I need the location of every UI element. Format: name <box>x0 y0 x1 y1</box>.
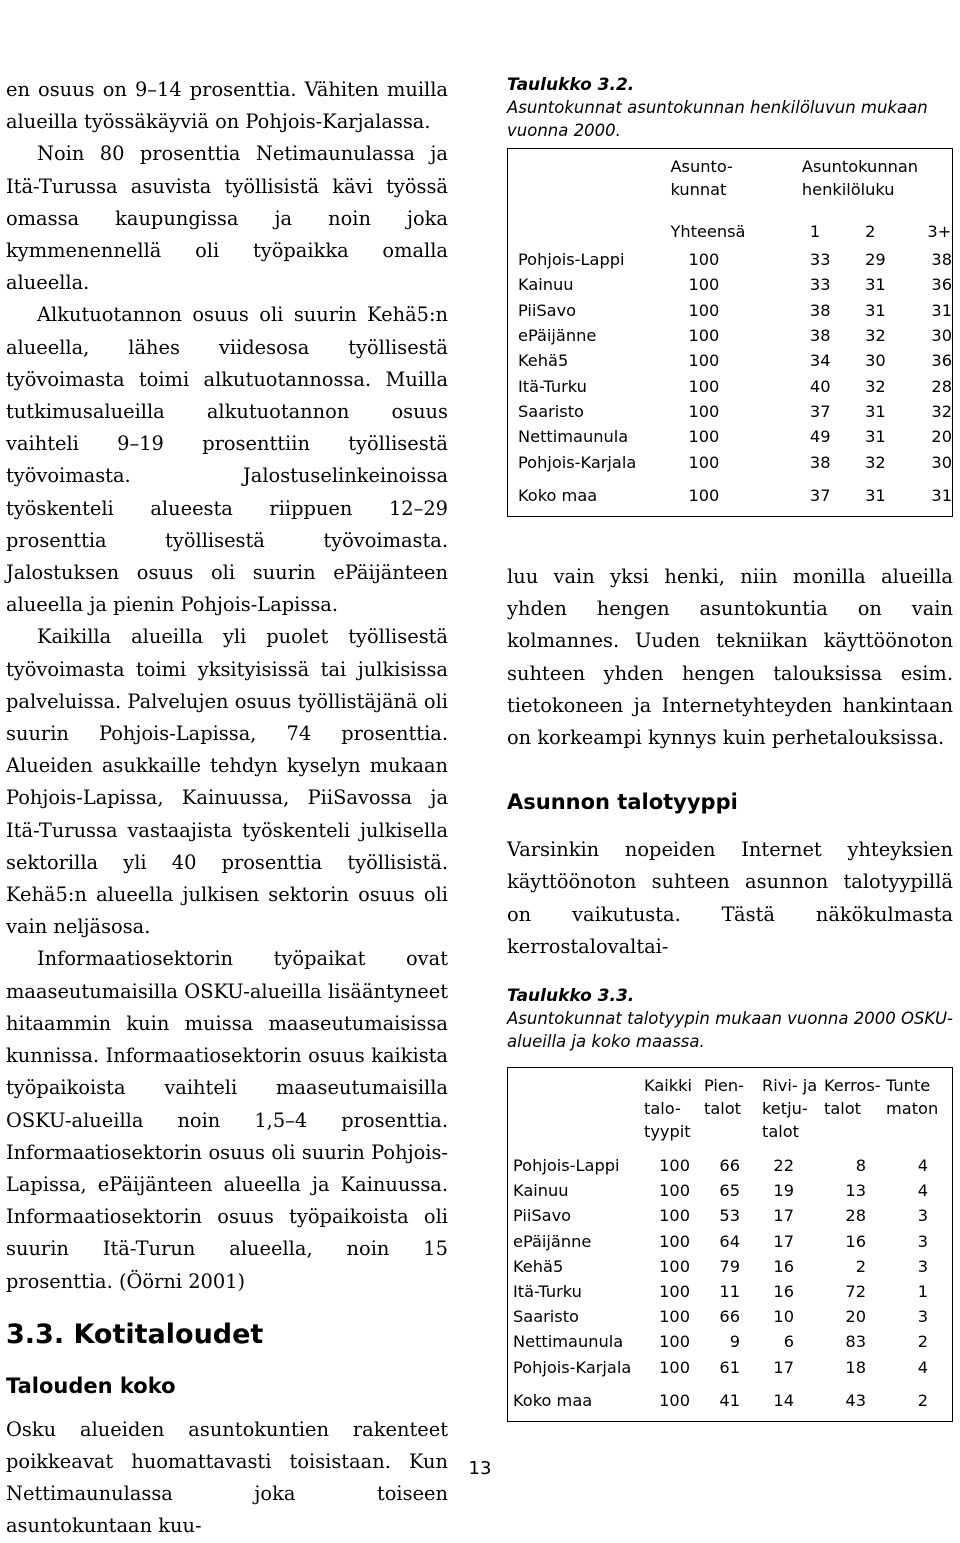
column-header: Tunte maton <box>886 1076 939 1118</box>
table-cell: 38 <box>931 250 952 270</box>
table-cell: 53 <box>719 1206 740 1226</box>
table-cell: 18 <box>845 1357 866 1377</box>
table-cell: 29 <box>865 250 886 270</box>
body-paragraph: Informaatiosektorin työpaikat ovat maaseutumaisilla OSKU-alueilla lisääntyneet hitaammin kuin muissa maaseutumaisissa kunnissa. Informaatiosektorin osuus kaikista työpaikoista vaihteli maaseutumaisilla OSKU-alueilla noin 1,5–4 prosenttia. Informaatiosektorin osuus oli suurin Pohjois-Lapissa, ePäijänteen alueella ja Kainuussa. Informaatiosektorin osuus työpaikoista oli suurin Itä-Turun alueella, noin 15 prosenttia. (Öörni 2001) <box>6 947 448 1293</box>
table-cell: 16 <box>845 1231 866 1251</box>
table-cell: 31 <box>865 300 886 320</box>
column-header: Yhteensä <box>670 222 746 241</box>
body-paragraph: Osku alueiden asuntokuntien rakenteet poikkeavat huomattavasti toisistaan. Kun Nettimaunulassa joka toiseen asuntokuntaan kuu- <box>6 1417 448 1538</box>
column-header: 3+ <box>927 222 952 241</box>
table-cell: 100 <box>659 1307 690 1327</box>
table-cell: 100 <box>659 1357 690 1377</box>
table-row <box>508 348 952 373</box>
row-label: Itä-Turku <box>518 376 587 396</box>
row-label: Saaristo <box>513 1307 579 1327</box>
table-total-row: Koko maa 100 37 31 31 <box>518 485 952 505</box>
body-paragraph: luu vain yksi henki, niin monilla alueilla yhden hengen asuntokuntia on vain kolmannes. Uuden tekniikan käyttöönoton suhteen yhden hengen talouksissa esim. tietokoneen ja Internetyhteyden hankintaan on korkeampi kynnys kuin perhetalouksissa. <box>507 564 953 749</box>
table-cell: 100 <box>688 250 720 270</box>
table-row <box>508 1355 952 1380</box>
column-header: Pien- talot <box>704 1076 744 1118</box>
table-row <box>508 1254 952 1279</box>
body-paragraph: Kaikilla alueilla yli puolet työllisestä työvoimasta toimi yksityisissä tai julkisissa palveluissa. Palvelujen osuus työllistäjänä oli suurin Pohjois-Lapissa, 74 prosenttia. Alueiden asukkaille tehdyn kyselyn mukaan Pohjois-Lapissa, Kainuussa, PiiSavossa ja Itä-Turussa vastaajista työskenteli julkisella sektorilla yli 40 prosenttia työllisistä. Kehä5:n alueella julkisen sektorin osuus oli vain neljäsosa. <box>6 625 448 939</box>
table-cell: 100 <box>688 401 720 421</box>
table-cell: 100 <box>688 452 720 472</box>
column-header: Asunto- kunnat <box>670 157 733 199</box>
table-caption: Asuntokunnat asuntokunnan henkilöluvun mukaan vuonna 2000. <box>507 98 928 140</box>
table-row <box>508 323 952 348</box>
table-cell: 31 <box>865 427 886 447</box>
row-label: Nettimaunula <box>513 1332 624 1352</box>
table-cell: 30 <box>931 326 952 346</box>
table-cell: 38 <box>809 300 831 320</box>
table-cell: 32 <box>931 401 952 421</box>
column-header: 2 <box>865 222 876 241</box>
section-heading: 3.3. Kotitaloudet <box>6 1318 264 1350</box>
table-cell: 72 <box>845 1282 866 1302</box>
table-cell: 4 <box>917 1357 928 1377</box>
table-cell: 65 <box>719 1181 740 1201</box>
table-cell: 8 <box>855 1156 866 1176</box>
building-type-table <box>507 1067 953 1422</box>
table-row <box>508 1178 952 1203</box>
row-label: Nettimaunula <box>518 427 629 447</box>
table-cell: 100 <box>659 1156 690 1176</box>
table-cell: 100 <box>659 1231 690 1251</box>
table-cell: 31 <box>865 275 886 295</box>
table-row <box>508 1329 952 1354</box>
table-row <box>508 424 952 449</box>
table-cell: 100 <box>659 1181 690 1201</box>
table-cell: 66 <box>719 1156 740 1176</box>
column-header: Asuntokunnan henkilöluku <box>801 157 919 199</box>
column-header: Kaikki talo- tyypit <box>644 1076 692 1141</box>
table-cell: 1 <box>917 1282 928 1302</box>
table-cell: 64 <box>719 1231 740 1251</box>
table-cell: 83 <box>845 1332 866 1352</box>
table-cell: 28 <box>845 1206 866 1226</box>
table-cell: 36 <box>931 275 952 295</box>
table-row <box>508 1279 952 1304</box>
left-column <box>6 74 448 1543</box>
table-cell: 100 <box>688 300 720 320</box>
row-label: Pohjois-Lappi <box>513 1156 620 1176</box>
table-cell: 2 <box>917 1332 928 1352</box>
table-row <box>508 449 952 474</box>
table-cell: 40 <box>809 376 831 396</box>
row-label: Pohjois-Lappi <box>518 250 625 270</box>
right-column <box>507 74 953 1422</box>
table-cell: 79 <box>719 1256 740 1276</box>
household-size-table <box>507 148 953 517</box>
table-caption: Asuntokunnat talotyypin mukaan vuonna 2000 OSKU-alueilla ja koko maassa. <box>507 1009 953 1051</box>
row-label: Kainuu <box>518 275 574 295</box>
table-cell: 34 <box>809 351 831 371</box>
table-cell: 17 <box>773 1357 794 1377</box>
row-label: Saaristo <box>518 401 584 421</box>
row-label: Kainuu <box>513 1181 569 1201</box>
table-cell: 10 <box>773 1307 794 1327</box>
table-cell: 31 <box>865 401 886 421</box>
subheading: Asunnon talotyyppi <box>507 790 738 815</box>
row-label: Pohjois-Karjala <box>513 1357 632 1377</box>
body-paragraph: Noin 80 prosenttia Netimaunulassa ja Itä-Turussa asuvista työllisistä kävi työssä omassa kaupungissa ja noin joka kymmenennellä oli työpaikka omalla alueella. <box>6 142 448 295</box>
body-paragraph: en osuus on 9–14 prosenttia. Vähiten muilla alueilla työssäkäyviä on Pohjois-Karjalassa. <box>6 78 448 134</box>
table-cell: 2 <box>855 1256 866 1276</box>
table-row <box>508 373 952 398</box>
table-cell: 22 <box>773 1156 794 1176</box>
table-cell: 33 <box>809 250 831 270</box>
row-label: Kehä5 <box>513 1256 564 1276</box>
table-cell: 19 <box>773 1181 794 1201</box>
table-cell: 28 <box>931 376 952 396</box>
column-header: Kerros- talot <box>824 1076 881 1118</box>
table-cell: 100 <box>688 275 720 295</box>
subheading: Talouden koko <box>6 1373 176 1398</box>
table-cell: 30 <box>865 351 886 371</box>
table-cell: 100 <box>688 427 720 447</box>
table-cell: 100 <box>659 1332 690 1352</box>
table-cell: 100 <box>659 1282 690 1302</box>
table-row <box>508 298 952 323</box>
table-cell: 100 <box>659 1206 690 1226</box>
table-row <box>508 247 952 272</box>
table-cell: 100 <box>688 326 720 346</box>
column-header: 1 <box>809 222 821 241</box>
row-label: PiiSavo <box>513 1206 572 1226</box>
column-header: Rivi- ja ketju- talot <box>762 1076 818 1141</box>
table-caption-number: Taulukko 3.3. <box>507 986 635 1006</box>
table-cell: 17 <box>773 1231 794 1251</box>
table-total-row: Koko maa 100 41 14 43 2 <box>513 1390 928 1410</box>
row-label: Itä-Turku <box>513 1282 582 1302</box>
table-cell: 16 <box>773 1256 794 1276</box>
table-cell: 100 <box>688 351 720 371</box>
table-cell: 61 <box>719 1357 740 1377</box>
table-cell: 3 <box>917 1206 928 1226</box>
table-cell: 38 <box>809 326 831 346</box>
row-label: Kehä5 <box>518 351 569 371</box>
row-label: Pohjois-Karjala <box>518 452 637 472</box>
table-cell: 32 <box>865 326 886 346</box>
body-paragraph: Varsinkin nopeiden Internet yhteyksien käyttöönoton suhteen asunnon talotyypillä on vaikutusta. Tästä näkökulmasta kerrostalovaltai- <box>507 838 953 958</box>
table-cell: 31 <box>931 300 952 320</box>
table-row <box>508 1229 952 1254</box>
table-cell: 4 <box>917 1181 928 1201</box>
table-cell: 36 <box>931 351 952 371</box>
row-label: ePäijänne <box>513 1231 592 1251</box>
table-cell: 33 <box>809 275 831 295</box>
row-label: ePäijänne <box>518 326 597 346</box>
table-cell: 30 <box>931 452 952 472</box>
table-row <box>508 1153 952 1178</box>
table-cell: 20 <box>931 427 952 447</box>
table-cell: 32 <box>865 376 886 396</box>
table-row <box>508 272 952 297</box>
table-cell: 6 <box>783 1332 794 1352</box>
table-cell: 38 <box>809 452 831 472</box>
table-cell: 37 <box>809 401 831 421</box>
table-cell: 32 <box>865 452 886 472</box>
table-cell: 66 <box>719 1307 740 1327</box>
body-paragraph: Alkutuotannon osuus oli suurin Kehä5:n alueella, lähes viidesosa työllisestä työvoimasta toimi alkutuotannossa. Muilla tutkimusalueilla alkutuotannon osuus vaihteli 9–19 prosenttiin työllisestä työvoimasta. Jalostuselinkeinoissa työskenteli alueesta riippuen 12–29 prosenttia työllisestä työvoimasta. Jalostuksen osuus oli suurin ePäijänteen alueella ja pienin Pohjois-Lapissa. <box>6 303 448 617</box>
table-row <box>508 399 952 424</box>
table-cell: 11 <box>719 1282 740 1302</box>
table-row <box>508 1203 952 1228</box>
table-cell: 9 <box>729 1332 740 1352</box>
table-cell: 3 <box>917 1231 928 1251</box>
table-caption-number: Taulukko 3.2. <box>507 75 635 95</box>
table-cell: 49 <box>809 427 831 447</box>
table-cell: 20 <box>845 1307 866 1327</box>
table-cell: 13 <box>845 1181 866 1201</box>
table-cell: 16 <box>773 1282 794 1302</box>
page-number: 13 <box>468 1458 492 1479</box>
table-cell: 3 <box>917 1256 928 1276</box>
row-label: PiiSavo <box>518 300 577 320</box>
table-row <box>508 1304 952 1329</box>
table-cell: 17 <box>773 1206 794 1226</box>
table-cell: 4 <box>917 1156 928 1176</box>
table-cell: 3 <box>917 1307 928 1327</box>
table-cell: 100 <box>688 376 720 396</box>
table-cell: 100 <box>659 1256 690 1276</box>
